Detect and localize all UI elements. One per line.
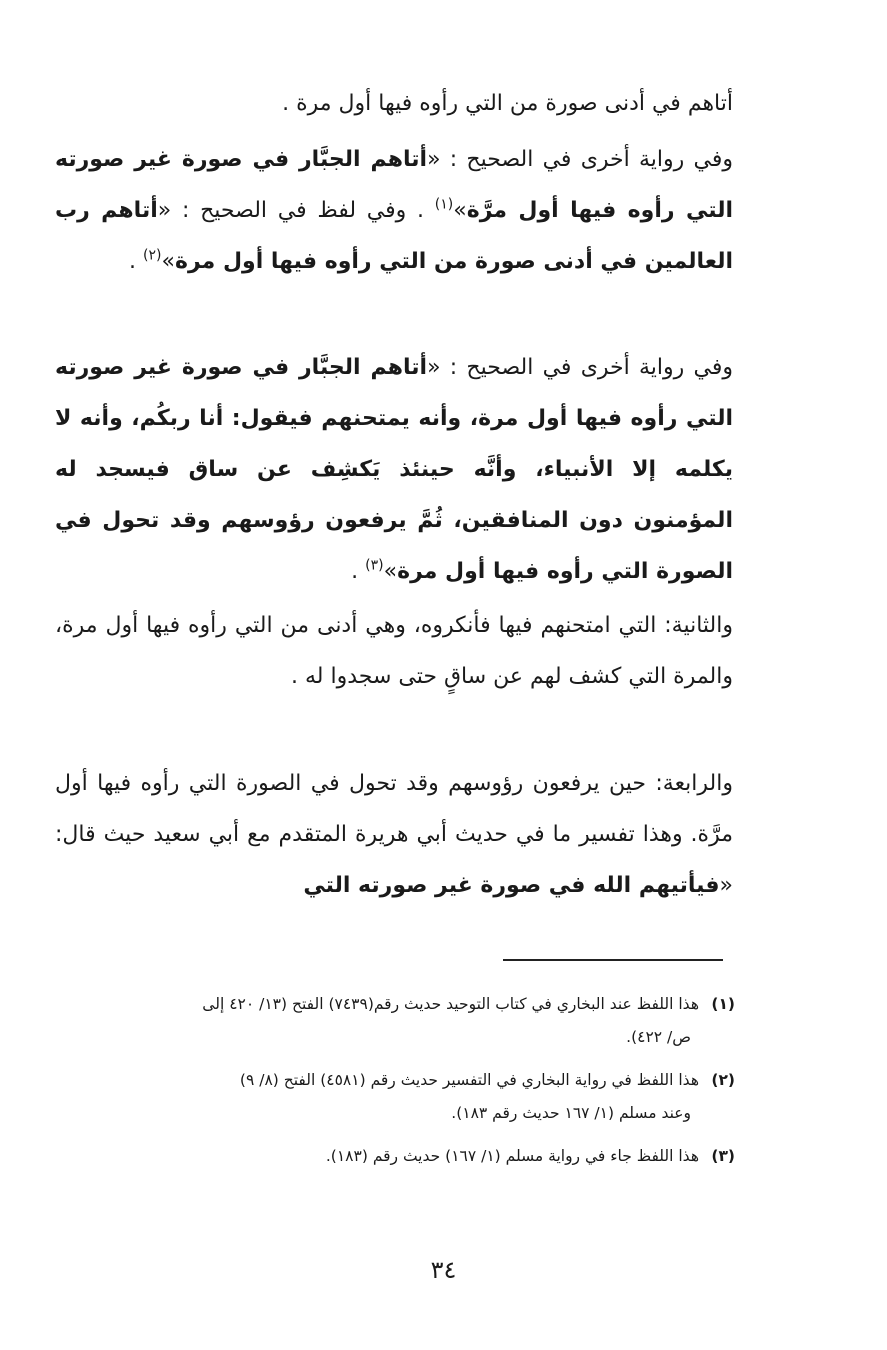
footnote-2-line-1: هذا اللفظ في رواية البخاري في التفسير حديث رقم (٤٥٨١) الفتح (٨/ ٩) — [239, 1071, 699, 1089]
footnote-ref-1[interactable]: (١) — [434, 196, 454, 213]
paragraph-2 — [55, 134, 733, 287]
footnote-2 — [55, 1064, 735, 1130]
footnote-1-line-2: ص/ ٤٢٢). — [626, 1028, 691, 1046]
footnote-2-number: (٢) — [711, 1071, 735, 1089]
footnote-1-line-1: هذا اللفظ عند البخاري في كتاب التوحيد حديث رقم(٧٤٣٩) الفتح (١٣/ ٤٢٠ إلى — [202, 995, 699, 1013]
quote-2-close: » — [161, 249, 175, 274]
footnote-1 — [55, 988, 735, 1054]
quote-2: أتاهم رب العالمين في أدنى صورة من التي رأوه فيها أول مرة — [55, 198, 733, 274]
quote-3: أتاهم الجبَّار في صورة غير صورته التي رأوه فيها أول مرة، وأنه يمتحنهم فيقول: أنا ربكُم، وأنه لا يكلمه إلا الأنبياء، وأنَّه حينئذ يَكشِف عن ساق فيسجد له المؤمنون دون المنافقين، ثُمَّ يرفعون رؤوسهم وقد تحول في الصورة التي رأوه فيها أول مرة — [55, 355, 733, 584]
footnote-3-line-1: هذا اللفظ جاء في رواية مسلم (١/ ١٦٧) حديث رقم (١٨٣). — [325, 1147, 699, 1165]
paragraph-5-text: والرابعة: حين يرفعون رؤوسهم وقد تحول في الصورة التي رأوه فيها أول مرَّة. وهذا تفسير ما في حديث أبي هريرة المتقدم مع أبي سعيد حيث قال: « — [55, 771, 733, 898]
quote-3-close: » — [383, 559, 398, 584]
paragraph-1-text: أتاهم في أدنى صورة من التي رأوه فيها أول مرة . — [282, 91, 733, 116]
page-number: ٣٤ — [430, 1256, 457, 1284]
quote-4: فيأتيهم الله في صورة غير صورته التي — [303, 873, 720, 898]
footnote-ref-3[interactable]: (٣) — [365, 557, 384, 574]
footnote-2-line-2: وعند مسلم (١/ ١٦٧ حديث رقم ١٨٣). — [451, 1104, 691, 1122]
paragraph-1 — [55, 78, 733, 129]
paragraph-2-end: . — [129, 249, 144, 274]
paragraph-4 — [55, 600, 733, 702]
paragraph-4-text: والثانية: التي امتحنهم فيها فأنكروه، وهي أدنى من التي رأوه فيها أول مرة، والمرة التي كشف لهم عن ساقٍ حتى سجدوا له . — [55, 613, 733, 689]
paragraph-3-intro: وفي رواية أخرى في الصحيح : « — [427, 355, 733, 380]
footnote-divider — [503, 959, 723, 961]
paragraph-5 — [55, 758, 733, 911]
quote-1: أتاهم الجبَّار في صورة غير صورته التي رأوه فيها أول مرَّة — [55, 147, 733, 223]
footnote-3 — [55, 1140, 735, 1173]
footnote-3-number: (٣) — [711, 1147, 735, 1165]
paragraph-3 — [55, 342, 733, 597]
paragraph-2-mid: . وفي لفظ في الصحيح : « — [157, 198, 435, 223]
quote-1-close: » — [453, 198, 467, 223]
paragraph-3-end: . — [351, 559, 366, 584]
paragraph-2-intro: وفي رواية أخرى في الصحيح : « — [427, 147, 733, 172]
footnote-ref-2[interactable]: (٢) — [143, 247, 162, 264]
footnote-1-number: (١) — [711, 995, 735, 1013]
